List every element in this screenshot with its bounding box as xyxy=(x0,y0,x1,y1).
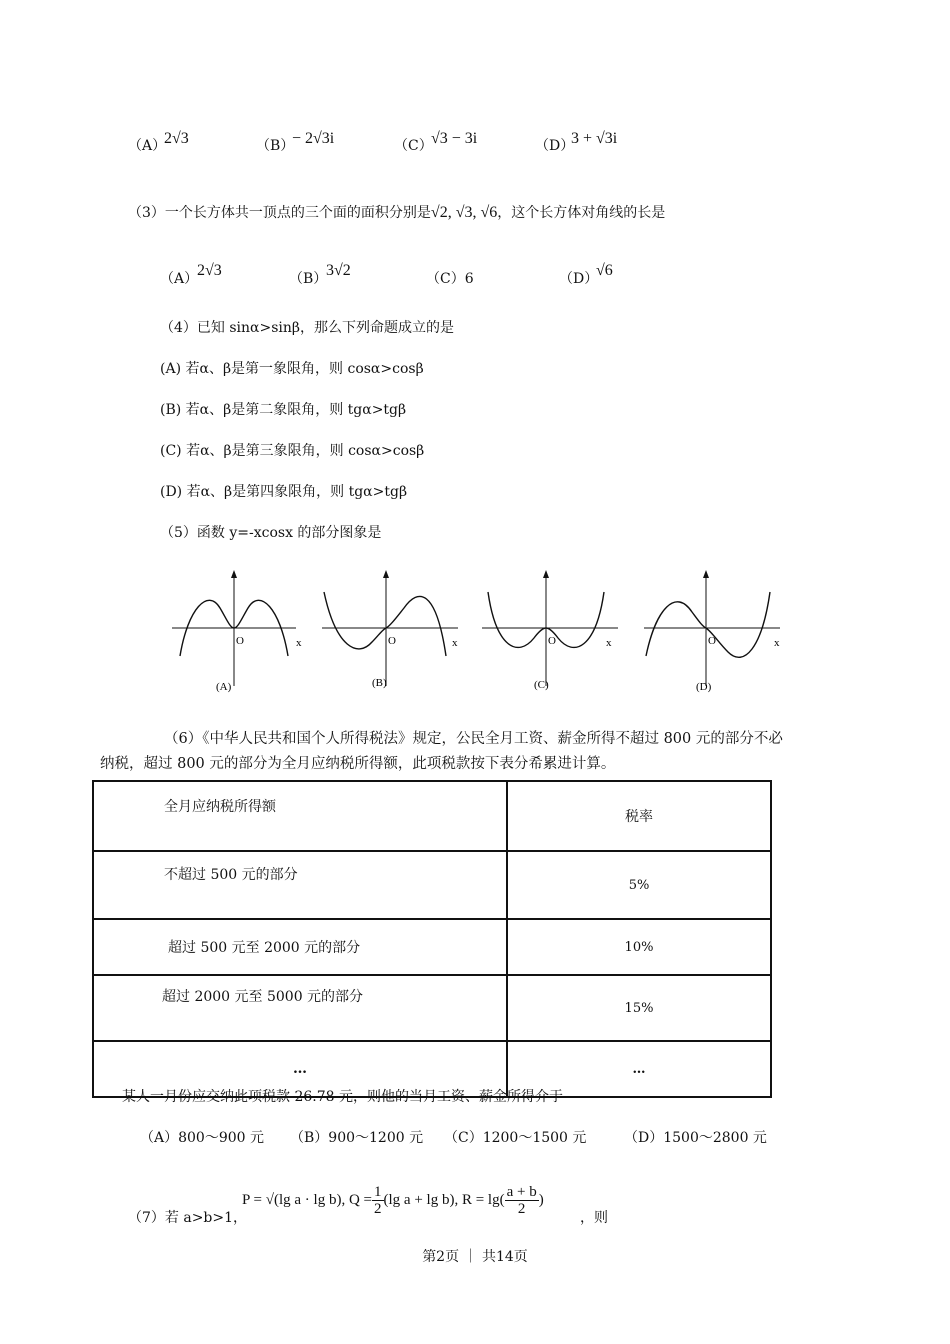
graph-c-x-label: x xyxy=(606,637,612,649)
graph-a-origin: O xyxy=(236,635,244,647)
q7-r-frac xyxy=(505,1184,539,1217)
q4-option-d: (D) 若α、β是第四象限角，则 tgα>tgβ xyxy=(160,484,408,500)
graph-a-x-label: x xyxy=(296,637,302,649)
graph-d-origin: O xyxy=(708,635,716,647)
q3-option-c: （C）6 xyxy=(426,271,474,287)
q2-option-d-expr: 3 + √3i xyxy=(571,130,618,147)
q6-option-d: （D）1500～2800 元 xyxy=(624,1130,767,1146)
q2-option-b-expr: − 2√3i xyxy=(292,130,335,147)
q7-q-tail: (lg a + lg b), R = lg( xyxy=(383,1191,505,1208)
table-cell-income: 不超过 500 元的部分 xyxy=(93,851,507,919)
q3-option-a-label: （A） xyxy=(160,271,199,287)
q6-line1: （6）《中华人民共和国个人所得税法》规定，公民全月工资、薪金所得不超过 800 元的部分不必 xyxy=(164,731,783,747)
q4-option-b: (B) 若α、β是第二象限角，则 tgα>tgβ xyxy=(160,402,407,418)
q7-suffix: ，则 xyxy=(580,1210,608,1226)
q7-r-num: a + b xyxy=(506,1183,537,1200)
graph-c-y-arrow xyxy=(543,570,549,578)
table-cell-income: 超过 2000 元至 5000 元的部分 xyxy=(93,975,507,1041)
graph-d-label: (D) xyxy=(696,681,712,693)
q3-values: √2, √3, √6 xyxy=(430,204,498,221)
graph-c-label: (C) xyxy=(534,679,549,691)
table-cell-rate: 10% xyxy=(507,919,771,975)
q3-stem xyxy=(128,202,665,222)
graph-b-label: (B) xyxy=(372,677,387,689)
graph-b-origin: O xyxy=(388,635,396,647)
q2-option-b-label: （B） xyxy=(256,138,295,154)
tax-rate-table xyxy=(92,780,772,1098)
q6-option-c: （C）1200～1500 元 xyxy=(444,1130,587,1146)
q3-suffix: ，这个长方体对角线的长是 xyxy=(497,205,666,221)
q7-r-tail: ) xyxy=(538,1191,544,1208)
q4-option-a: (A) 若α、β是第一象限角，则 cosα>cosβ xyxy=(160,361,424,377)
table-header-rate: 税率 xyxy=(507,781,771,851)
q7-half-num: 1 xyxy=(374,1183,382,1200)
q7-prefix: （7）若 a>b>1， xyxy=(128,1210,248,1226)
graph-a-y-arrow xyxy=(231,570,237,578)
table-cell-rate: 5% xyxy=(507,851,771,919)
q5-stem: （5）函数 y=-xcosx 的部分图象是 xyxy=(160,525,382,541)
q7-formula xyxy=(242,1178,544,1222)
q6-option-a: （A）800～900 元 xyxy=(140,1130,265,1146)
q7-half-frac xyxy=(372,1184,384,1217)
q6-after: 某人一月份应交纳此项税款 26.78 元，则他的当月工资、薪金所得介于 xyxy=(122,1089,563,1105)
q2-option-a-label: （A） xyxy=(128,138,167,154)
graph-b-curve xyxy=(324,592,446,656)
table-row xyxy=(93,919,771,975)
q6-line2: 纳税，超过 800 元的部分为全月应纳税所得额，此项税款按下表分希累进计算。 xyxy=(100,756,616,772)
graph-b-y-arrow xyxy=(383,570,389,578)
q7-p-expr: P = √(lg a · lg b), Q = xyxy=(242,1191,372,1208)
q3-option-a-expr: 2√3 xyxy=(197,262,222,279)
q3-option-b-expr: 3√2 xyxy=(326,262,351,279)
table-cell-rate: … xyxy=(507,1041,771,1097)
graph-d-curve xyxy=(646,592,770,657)
q2-option-d-label: （D） xyxy=(535,138,575,154)
q3-prefix: （3）一个长方体共一顶点的三个面的面积分别是 xyxy=(128,205,431,221)
q4-stem: （4）已知 sinα>sinβ，那么下列命题成立的是 xyxy=(160,320,454,336)
graph-a xyxy=(168,568,308,698)
table-row xyxy=(93,975,771,1041)
q7-r-den: 2 xyxy=(517,1200,526,1217)
graph-d-y-arrow xyxy=(703,570,709,578)
q3-option-d-expr: √6 xyxy=(596,262,613,279)
page-footer: 第2页 ｜ 共14页 xyxy=(422,1249,528,1265)
graph-d xyxy=(640,568,790,698)
q2-option-c-label: （C） xyxy=(394,138,433,154)
graph-b xyxy=(318,568,468,698)
graph-a-label: (A) xyxy=(216,681,232,693)
graph-c xyxy=(478,568,628,698)
table-header-row xyxy=(93,781,771,851)
table-cell-income: 超过 500 元至 2000 元的部分 xyxy=(93,919,507,975)
table-header-income: 全月应纳税所得额 xyxy=(93,781,507,851)
q2-option-c-expr: √3 − 3i xyxy=(431,130,478,147)
table-row xyxy=(93,851,771,919)
graph-c-origin: O xyxy=(548,635,556,647)
q6-option-b: （B）900～1200 元 xyxy=(290,1130,424,1146)
graph-b-x-label: x xyxy=(452,637,458,649)
q3-option-d-label: （D） xyxy=(559,271,599,287)
q7-half-den: 2 xyxy=(374,1200,382,1217)
q2-option-a-expr: 2√3 xyxy=(164,130,189,147)
table-cell-rate: 15% xyxy=(507,975,771,1041)
q4-option-c: (C) 若α、β是第三象限角，则 cosα>cosβ xyxy=(160,443,425,459)
graph-d-x-label: x xyxy=(774,637,780,649)
q3-option-b-label: （B） xyxy=(289,271,328,287)
table-cell-income: … xyxy=(93,1041,507,1097)
